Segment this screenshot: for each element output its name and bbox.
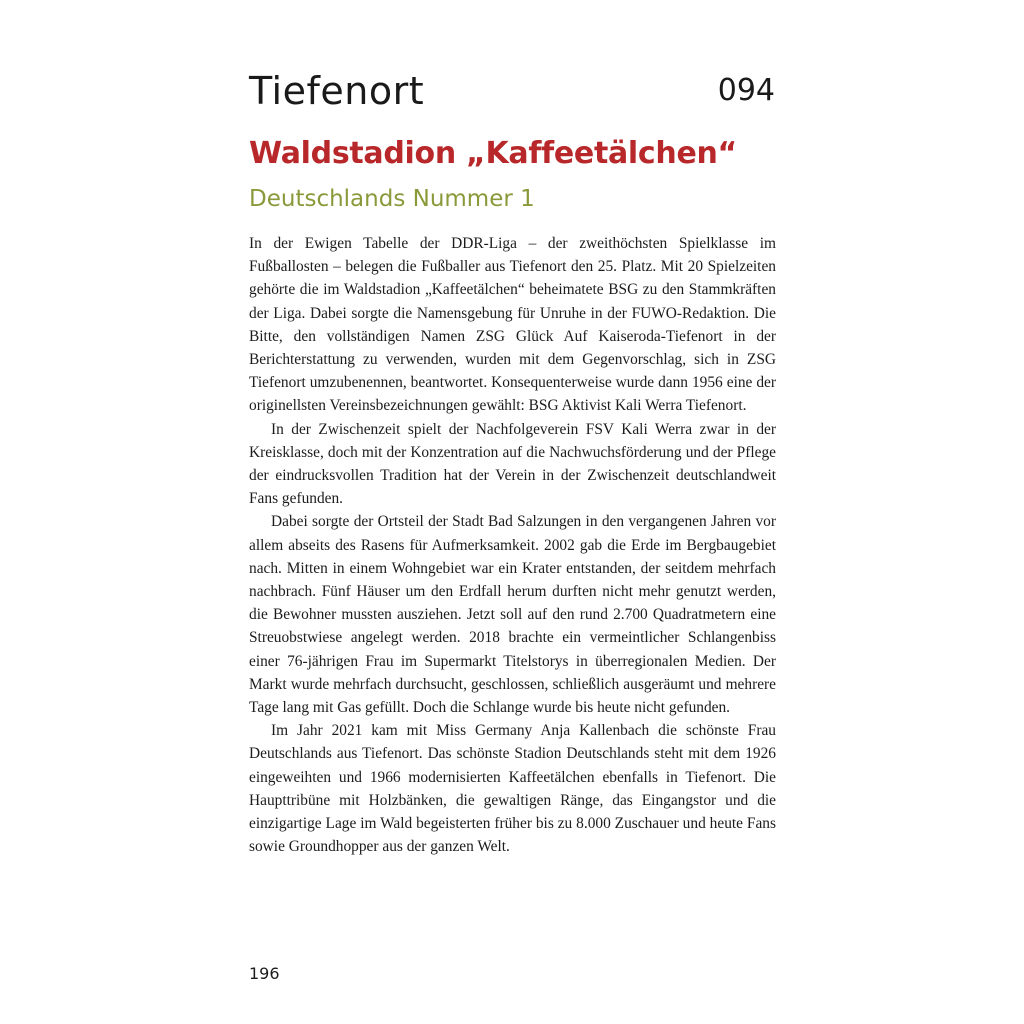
town-heading: Tiefenort	[249, 69, 425, 113]
page-number: 196	[249, 964, 280, 983]
entry-number: 094	[717, 73, 775, 108]
paragraph: In der Ewigen Tabelle der DDR-Liga – der zweithöchsten Spielklasse im Fußballosten – belegen die Fußballer aus Tiefenort den 25. Platz. Mit 20 Spielzeiten gehörte die im Waldstadion „Kaffeetälchen“ beheimatete BSG zu den Stammkräften der Liga. Dabei sorgte die Namensgebung für Unruhe in der FUWO-Redaktion. Die Bitte, den vollständigen Namen ZSG Glück Auf Kaiseroda-Tiefenort in der Berichterstattung zu verwenden, wurden mit dem Gegenvorschlag, sich in ZSG Tiefenort umzubenennen, beantwortet. Konsequenterweise wurde dann 1956 eine der originellsten Vereinsbezeichnungen gewählt: BSG Aktivist Kali Werra Tiefenort.	[249, 235, 776, 415]
article-subtitle: Deutschlands Nummer 1	[249, 186, 535, 212]
article-body	[249, 232, 776, 858]
paragraph: Im Jahr 2021 kam mit Miss Germany Anja Kallenbach die schönste Frau Deutschlands aus Tiefenort. Das schönste Stadion Deutschlands steht mit dem 1926 eingeweihten und 1966 modernisierten Kaffeetälchen ebenfalls in Tiefenort. Die Haupttribüne mit Holzbänken, die gewaltigen Ränge, das Eingangstor und die einzigartige Lage im Wald begeisterten früher bis zu 8.000 Zuschauer und heute Fans sowie Groundhopper aus der ganzen Welt.	[249, 722, 776, 856]
article-title: Waldstadion „Kaffeetälchen“	[249, 136, 737, 171]
paragraph: In der Zwischenzeit spielt der Nachfolgeverein FSV Kali Werra zwar in der Kreisklasse, doch mit der Konzentration auf die Nachwuchsförderung und der Pflege der eindrucksvollen Tradition hat der Verein in der Zwischenzeit deutschlandweit Fans gefunden.	[249, 420, 776, 508]
page-header	[249, 66, 775, 114]
paragraph: Dabei sorgte der Ortsteil der Stadt Bad Salzungen in den vergangenen Jahren vor allem abseits des Rasens für Aufmerksamkeit. 2002 gab die Erde im Bergbaugebiet nach. Mitten in einem Wohngebiet war ein Krater entstanden, der seitdem mehrfach nachbrach. Fünf Häuser um den Erdfall herum durften nicht mehr genutzt werden, die Bewohner mussten ausziehen. Jetzt soll auf den rund 2.700 Quadratmetern eine Streuobstwiese angelegt werden. 2018 brachte ein vermeintlicher Schlangenbiss einer 76-jährigen Frau im Supermarkt Titelstorys in überregionalen Medien. Der Markt wurde mehrfach durchsucht, geschlossen, schließlich ausgeräumt und mehrere Tage lang mit Gas gefüllt. Doch die Schlange wurde bis heute nicht gefunden.	[249, 513, 776, 717]
